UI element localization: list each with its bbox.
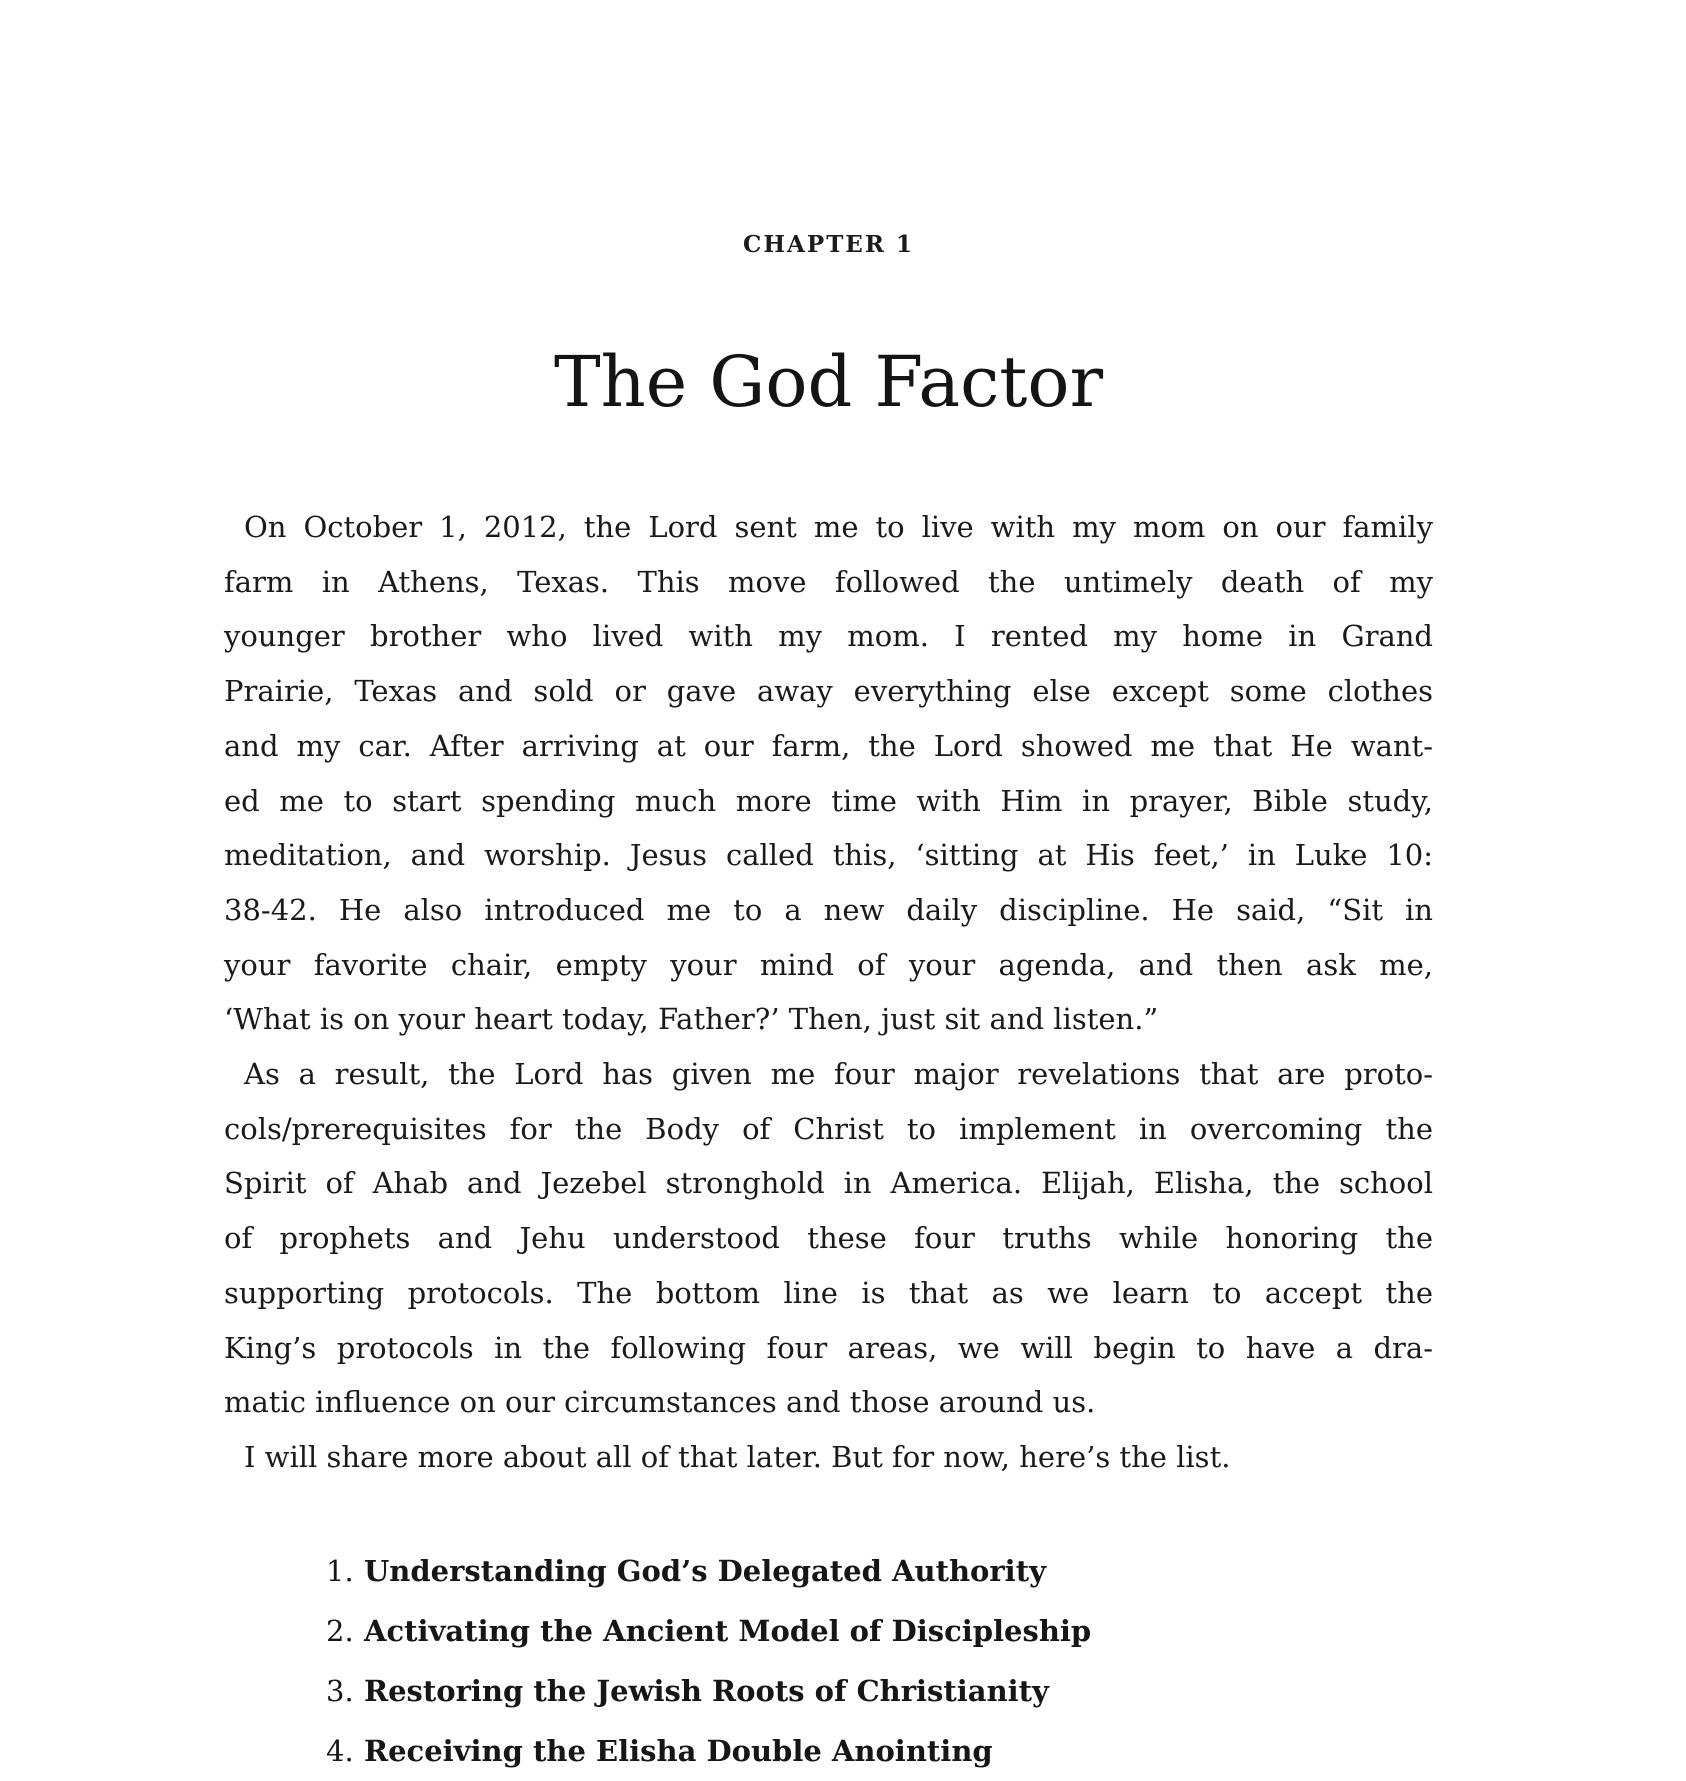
list-item-number: 4. — [326, 1734, 354, 1768]
list-item — [326, 1721, 1091, 1781]
text-line: matic influence on our circumstances and those around us. — [224, 1385, 1096, 1420]
text-line: ‘What is on your heart today, Father?’ Then, just sit and listen.” — [224, 1002, 1159, 1037]
text-line: I will share more about all of that later. But for now, here’s the list. — [244, 1439, 1231, 1474]
text-line: King’s protocols in the following four areas, we will begin to have a dra- — [224, 1330, 1433, 1365]
list-item — [326, 1541, 1091, 1601]
text-line: of prophets and Jehu understood these four truths while honoring the — [224, 1221, 1433, 1256]
page-title: The God Factor — [553, 341, 1104, 423]
list-item-number: 3. — [326, 1674, 354, 1708]
list-item-text: Restoring the Jewish Roots of Christianity — [364, 1674, 1049, 1708]
text-line: As a result, the Lord has given me four major revelations that are proto- — [244, 1057, 1433, 1092]
list-item — [326, 1661, 1091, 1721]
paragraph-1 — [224, 500, 1433, 1047]
text-line: younger brother who lived with my mom. I rented my home in Grand — [224, 619, 1433, 654]
paragraph-2 — [224, 1047, 1433, 1430]
list-item-number: 2. — [326, 1614, 354, 1648]
text-line: and my car. After arriving at our farm, the Lord showed me that He want- — [224, 728, 1433, 763]
text-line: ed me to start spending much more time with Him in prayer, Bible study, — [224, 783, 1433, 818]
paragraph-3 — [224, 1430, 1433, 1485]
protocol-list — [326, 1541, 1091, 1781]
list-item-text: Receiving the Elisha Double Anointing — [364, 1734, 993, 1768]
body-text — [224, 500, 1433, 1485]
list-item-text: Understanding God’s Delegated Authority — [364, 1554, 1046, 1588]
text-line: 38-42. He also introduced me to a new daily discipline. He said, “Sit in — [224, 892, 1433, 927]
text-line: meditation, and worship. Jesus called this, ‘sitting at His feet,’ in Luke 10: — [224, 838, 1433, 873]
text-line: farm in Athens, Texas. This move followed the untimely death of my — [224, 564, 1433, 599]
chapter-label: CHAPTER 1 — [743, 231, 914, 258]
list-item-number: 1. — [326, 1554, 354, 1588]
list-item — [326, 1601, 1091, 1661]
text-line: your favorite chair, empty your mind of your agenda, and then ask me, — [224, 947, 1433, 982]
text-line: On October 1, 2012, the Lord sent me to live with my mom on our family — [244, 510, 1433, 544]
text-line: supporting protocols. The bottom line is that as we learn to accept the — [224, 1275, 1433, 1310]
text-line: cols/prerequisites for the Body of Christ to implement in overcoming the — [224, 1111, 1433, 1146]
list-item-text: Activating the Ancient Model of Discipleship — [364, 1614, 1092, 1648]
text-line: Prairie, Texas and sold or gave away everything else except some clothes — [224, 674, 1433, 709]
text-line: Spirit of Ahab and Jezebel stronghold in America. Elijah, Elisha, the school — [224, 1166, 1433, 1201]
